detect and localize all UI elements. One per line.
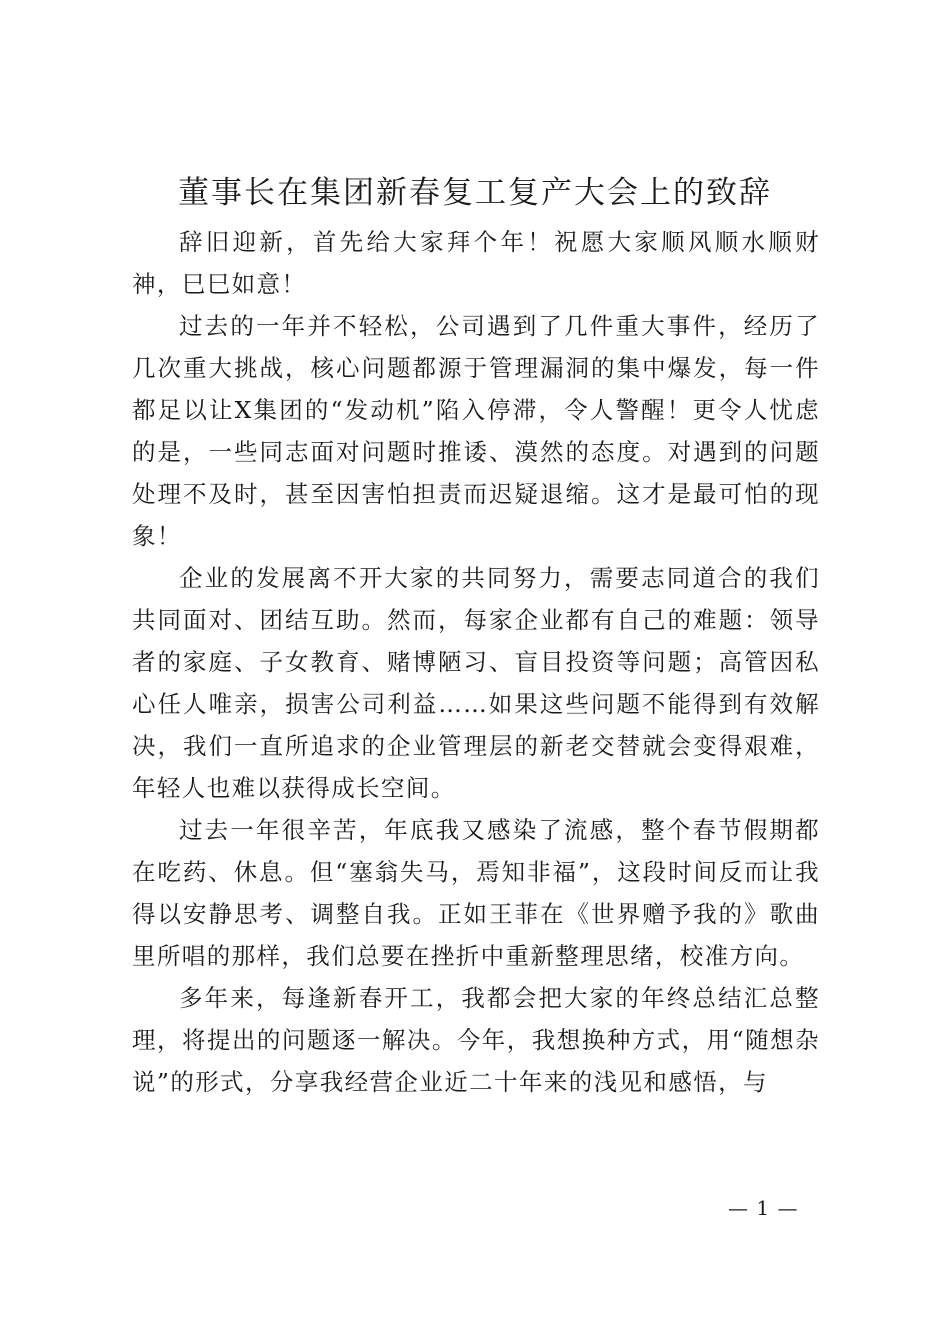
paragraph-new-approach: 多年来，每逢新春开工，我都会把大家的年终总结汇总整理，将提出的问题逐一解决。今年，我想换种方式，用“随想杂说”的形式，分享我经营企业近二十年来的浅见和感悟，与	[132, 984, 820, 1096]
paragraph-greeting: 辞旧迎新，首先给大家拜个年！祝愿大家顺风顺水顺财神，巳巳如意！	[132, 228, 820, 298]
document-body	[132, 221, 820, 1103]
paragraph-personal-reflection: 过去一年很辛苦，年底我又感染了流感，整个春节假期都在吃药、休息。但“塞翁失马，焉知非福”，这段时间反而让我得以安静思考、调整自我。正如王菲在《世界赠予我的》歌曲里所唱的那样，我们总要在挫折中重新整理思绪，校准方向。	[132, 816, 820, 970]
document-title: 董事长在集团新春复工复产大会上的致辞	[178, 175, 772, 211]
paragraph-past-year-challenges: 过去的一年并不轻松，公司遇到了几件重大事件，经历了几次重大挑战，核心问题都源于管理漏洞的集中爆发，每一件都足以让X集团的“发动机”陷入停滞，令人警醒！更令人忧虑的是，一些同志面对问题时推诿、漠然的态度。对遇到的问题处理不及时，甚至因害怕担责而迟疑退缩。这才是最可怕的现象！	[132, 312, 820, 550]
paragraph-enterprise-development: 企业的发展离不开大家的共同努力，需要志同道合的我们共同面对、团结互助。然而，每家企业都有自己的难题：领导者的家庭、子女教育、赌博陋习、盲目投资等问题；高管因私心任人唯亲，损害公司利益……如果这些问题不能得到有效解决，我们一直所追求的企业管理层的新老交替就会变得艰难，年轻人也难以获得成长空间。	[132, 564, 820, 802]
page-number: — 1 —	[728, 1196, 799, 1220]
